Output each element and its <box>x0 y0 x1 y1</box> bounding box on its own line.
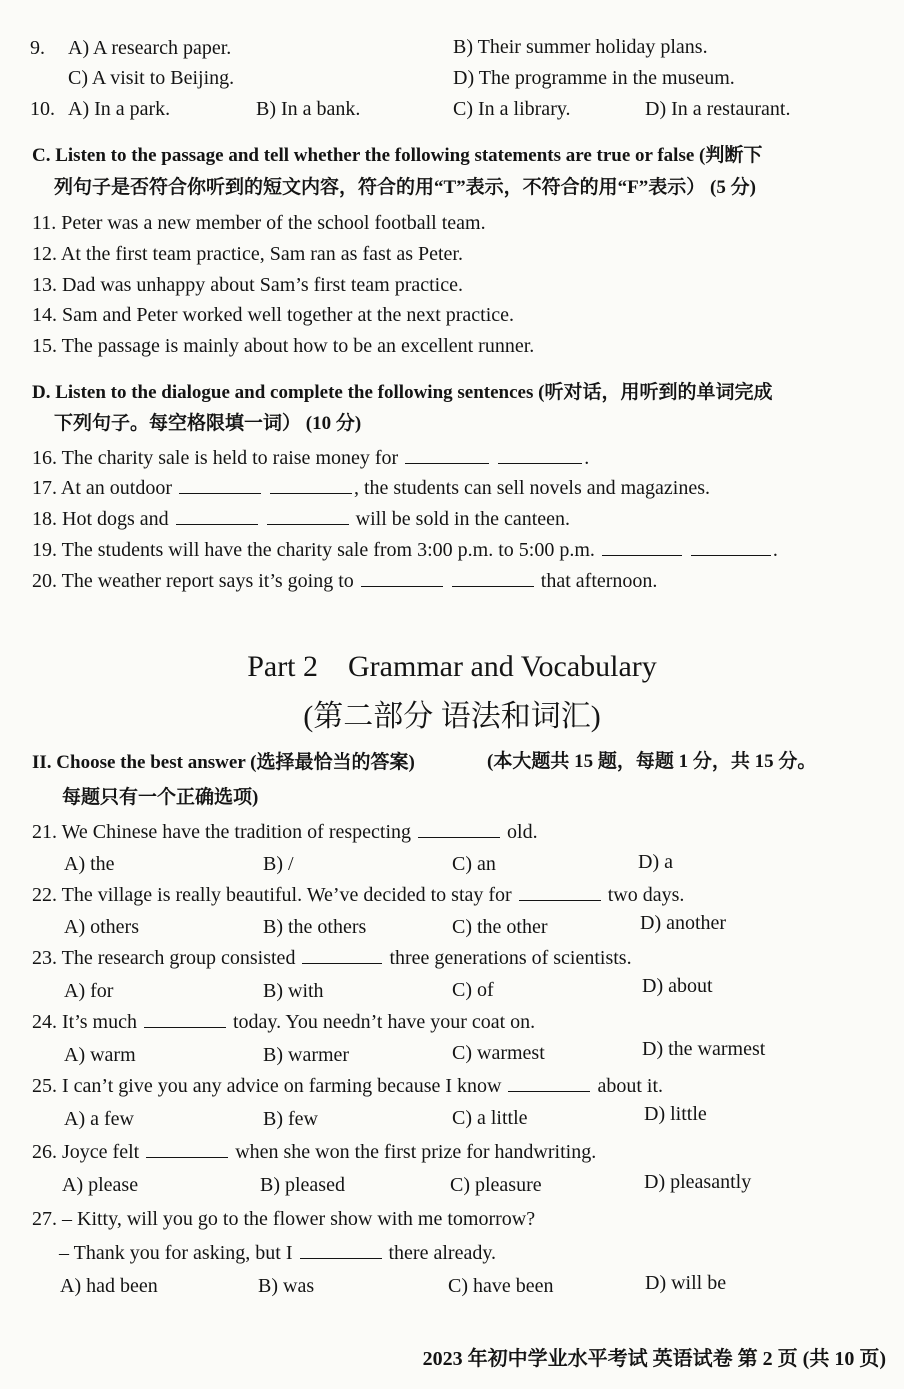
option-a: A) A research paper. <box>68 37 232 59</box>
option-d[interactable]: D) the warmest <box>642 1038 766 1060</box>
part-subtitle: (第二部分 语法和词汇) <box>303 700 601 733</box>
option-b[interactable]: B) with <box>263 980 324 1002</box>
section-d-title: D. Listen to the dialogue and complete the following sentences (听对话，用听到的单词完成 <box>32 382 773 403</box>
option-a[interactable]: A) the <box>64 853 115 875</box>
blank[interactable] <box>508 1090 590 1092</box>
option-d[interactable]: D) about <box>642 975 713 997</box>
blank[interactable] <box>691 554 771 556</box>
section-ii-scoring: (本大题共 15 题，每题 1 分，共 15 分。 <box>487 751 817 772</box>
option-a[interactable]: A) for <box>64 980 114 1002</box>
page-footer: 2023 年初中学业水平考试 英语试卷 第 2 页 (共 10 页) <box>422 1348 886 1370</box>
option-c[interactable]: C) an <box>452 853 496 875</box>
blank[interactable] <box>361 585 443 587</box>
option-a[interactable]: A) others <box>64 916 139 938</box>
section-ii-title: II. Choose the best answer (选择最恰当的答案) <box>32 752 415 773</box>
statement-11: 11. Peter was a new member of the school football team. <box>32 212 486 234</box>
option-a[interactable]: A) a few <box>64 1108 134 1130</box>
option-b: B) In a bank. <box>256 98 361 120</box>
option-d[interactable]: D) will be <box>645 1272 727 1294</box>
question-stem: 22. The village is really beautiful. We’ve decided to stay for two days. <box>32 884 685 906</box>
question-number: 10. <box>30 98 55 120</box>
blank[interactable] <box>176 523 258 525</box>
sentence-18: 18. Hot dogs and will be sold in the canteen. <box>32 508 571 530</box>
option-d[interactable]: D) little <box>644 1103 707 1125</box>
option-d: D) The programme in the museum. <box>453 67 735 89</box>
sentence-17: 17. At an outdoor , the students can sell novels and magazines. <box>32 477 711 499</box>
option-b[interactable]: B) few <box>263 1108 318 1130</box>
section-c-title: C. Listen to the passage and tell whether the following statements are true or false (判断下 <box>32 145 763 166</box>
option-b: B) Their summer holiday plans. <box>453 36 708 58</box>
blank[interactable] <box>179 492 261 494</box>
option-a[interactable]: A) please <box>62 1174 139 1196</box>
option-b[interactable]: B) / <box>263 853 294 875</box>
question-number: 9. <box>30 37 45 59</box>
blank[interactable] <box>146 1156 228 1158</box>
statement-14: 14. Sam and Peter worked well together at the next practice. <box>32 304 515 326</box>
question-stem-cont: – Thank you for asking, but I there already. <box>59 1242 497 1264</box>
option-a: A) In a park. <box>68 98 171 120</box>
sentence-19: 19. The students will have the charity sale from 3:00 p.m. to 5:00 p.m. . <box>32 539 778 561</box>
option-c[interactable]: C) have been <box>448 1275 554 1297</box>
statement-13: 13. Dad was unhappy about Sam’s first team practice. <box>32 274 463 296</box>
question-stem: 25. I can’t give you any advice on farming because I know about it. <box>32 1075 664 1097</box>
option-a[interactable]: A) warm <box>64 1044 136 1066</box>
blank[interactable] <box>418 836 500 838</box>
section-ii-title-cont: 每题只有一个正确选项) <box>62 787 259 808</box>
blank[interactable] <box>405 462 489 464</box>
section-d-title-cont: 下列句子。每空格限填一词） (10 分) <box>54 413 362 434</box>
option-a[interactable]: A) had been <box>60 1275 158 1297</box>
option-b[interactable]: B) was <box>258 1275 315 1297</box>
option-d[interactable]: D) another <box>640 912 727 934</box>
question-stem: 24. It’s much today. You needn’t have your coat on. <box>32 1011 536 1033</box>
option-b[interactable]: B) warmer <box>263 1044 350 1066</box>
blank[interactable] <box>270 492 352 494</box>
option-c[interactable]: C) a little <box>452 1107 528 1129</box>
option-c: C) In a library. <box>453 98 571 120</box>
blank[interactable] <box>452 585 534 587</box>
question-stem: 27. – Kitty, will you go to the flower show with me tomorrow? <box>32 1208 536 1230</box>
statement-15: 15. The passage is mainly about how to be an excellent runner. <box>32 335 535 357</box>
option-c[interactable]: C) pleasure <box>450 1174 542 1196</box>
option-b[interactable]: B) pleased <box>260 1174 345 1196</box>
option-c: C) A visit to Beijing. <box>68 67 235 89</box>
option-c[interactable]: C) of <box>452 979 494 1001</box>
question-stem: 23. The research group consisted three generations of scientists. <box>32 947 632 969</box>
blank[interactable] <box>519 899 601 901</box>
option-b[interactable]: B) the others <box>263 916 367 938</box>
sentence-16: 16. The charity sale is held to raise money for . <box>32 447 590 469</box>
option-d[interactable]: D) pleasantly <box>644 1171 752 1193</box>
option-d[interactable]: D) a <box>638 851 673 873</box>
blank[interactable] <box>302 962 382 964</box>
blank[interactable] <box>498 462 582 464</box>
blank[interactable] <box>300 1257 382 1259</box>
blank[interactable] <box>267 523 349 525</box>
option-c[interactable]: C) warmest <box>452 1042 545 1064</box>
option-c[interactable]: C) the other <box>452 916 548 938</box>
blank[interactable] <box>602 554 682 556</box>
section-c-title-cont: 列句子是否符合你听到的短文内容，符合的用“T”表示，不符合的用“F”表示） (5 分) <box>54 177 756 198</box>
statement-12: 12. At the first team practice, Sam ran as fast as Peter. <box>32 243 463 265</box>
sentence-20: 20. The weather report says it’s going to that afternoon. <box>32 570 658 592</box>
question-stem: 26. Joyce felt when she won the first prize for handwriting. <box>32 1141 597 1163</box>
part-title: Part 2 Grammar and Vocabulary <box>247 650 657 683</box>
question-stem: 21. We Chinese have the tradition of respecting old. <box>32 821 538 843</box>
option-d: D) In a restaurant. <box>645 98 791 120</box>
blank[interactable] <box>144 1026 226 1028</box>
